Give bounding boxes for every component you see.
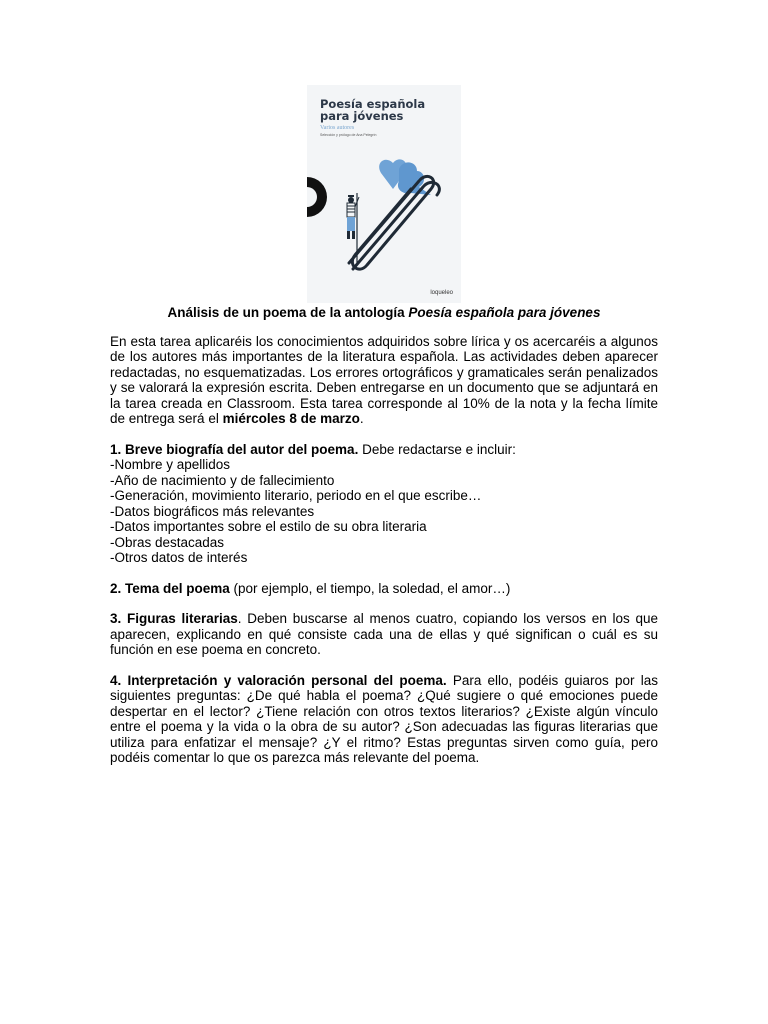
- cover-title-line-1: Poesía española: [320, 97, 426, 111]
- cover-title: [320, 98, 450, 122]
- section-3: [110, 611, 658, 658]
- section-1: [110, 442, 658, 566]
- section-4-heading: 4. Interpretación y valoración personal del poema.: [110, 672, 447, 688]
- intro-paragraph: [110, 334, 658, 427]
- document-body: [110, 305, 658, 781]
- list-item: -Nombre y apellidos: [110, 457, 231, 472]
- cover-publisher-logo: loqueleo: [430, 290, 453, 296]
- intro-end: .: [359, 411, 364, 426]
- section-2-text: (por ejemplo, el tiempo, la soledad, el amor…): [229, 580, 511, 596]
- section-3-heading: 3. Figuras literarias: [110, 611, 238, 626]
- intro-deadline: miércoles 8 de marzo: [222, 411, 360, 426]
- cover-editor: Selección y prólogo de Ana Pelegrín: [320, 133, 377, 137]
- section-1-header: [110, 442, 658, 458]
- list-item: -Generación, movimiento literario, periodo en el que escribe…: [110, 488, 482, 503]
- intro-text: En esta tarea aplicaréis los conocimientos adquiridos sobre lírica y os acercaréis a algunos de los autores más importantes de la literatura española. Las actividades deben aparecer redactadas, no esquematizadas. Los errores ortográficos y gramaticales serán penalizados y se valorará la expresión escrita. Deben entregarse en un documento que se adjuntará en la tarea creada en Classroom. Esta tarea corresponde al 10% de la nota y la fecha límite de entrega será el: [110, 333, 658, 426]
- title-prefix: Análisis de un poema de la antología: [167, 305, 409, 320]
- section-3-text: . Deben buscarse al menos cuatro, copiando los versos en los que aparecen, explicando en qué consiste cada una de ellas y qué significan o cuál es su función en ese poema en concreto.: [110, 611, 658, 657]
- figure-person-shape: [347, 193, 359, 263]
- cover-authors: Varios autores: [320, 125, 355, 131]
- section-2-heading: 2. Tema del poema: [110, 580, 230, 596]
- list-item: -Datos biográficos más relevantes: [110, 503, 315, 519]
- section-2: [110, 581, 658, 597]
- list-item: -Datos importantes sobre el estilo de su obra literaria: [110, 519, 427, 534]
- section-1-heading: 1. Breve biografía del autor del poema.: [110, 441, 359, 457]
- list-item: -Obras destacadas: [110, 534, 225, 550]
- list-item: -Año de nacimiento y de fallecimiento: [110, 472, 335, 488]
- section-4-text: Para ello, podéis guiaros por las siguientes preguntas: ¿De qué habla el poema? ¿Qué sugiere o qué emociones puede despertar en el lector? ¿Tiene relación con otros textos literarios? ¿Existe algún vínculo entre el poema y la vida o la obra de su autor? ¿Son adecuadas las figuras literarias que utiliza para enfatizar el mensaje? ¿Y el ritmo? Estas preguntas sirven como guía, pero podéis comentar lo que os parezca más relevante del poema.: [110, 672, 658, 765]
- blue-cloud-shape: [398, 162, 431, 195]
- section-1-text: Debe redactarse e incluir:: [358, 441, 516, 457]
- cover-title-line-2: para jóvenes: [320, 109, 404, 123]
- document-title: [110, 305, 658, 321]
- list-item: -Otros datos de interés: [110, 550, 248, 565]
- section-4: [110, 673, 658, 766]
- title-italic: Poesía española para jóvenes: [408, 305, 601, 320]
- black-ring-shape: [307, 177, 327, 217]
- book-cover: [307, 85, 461, 303]
